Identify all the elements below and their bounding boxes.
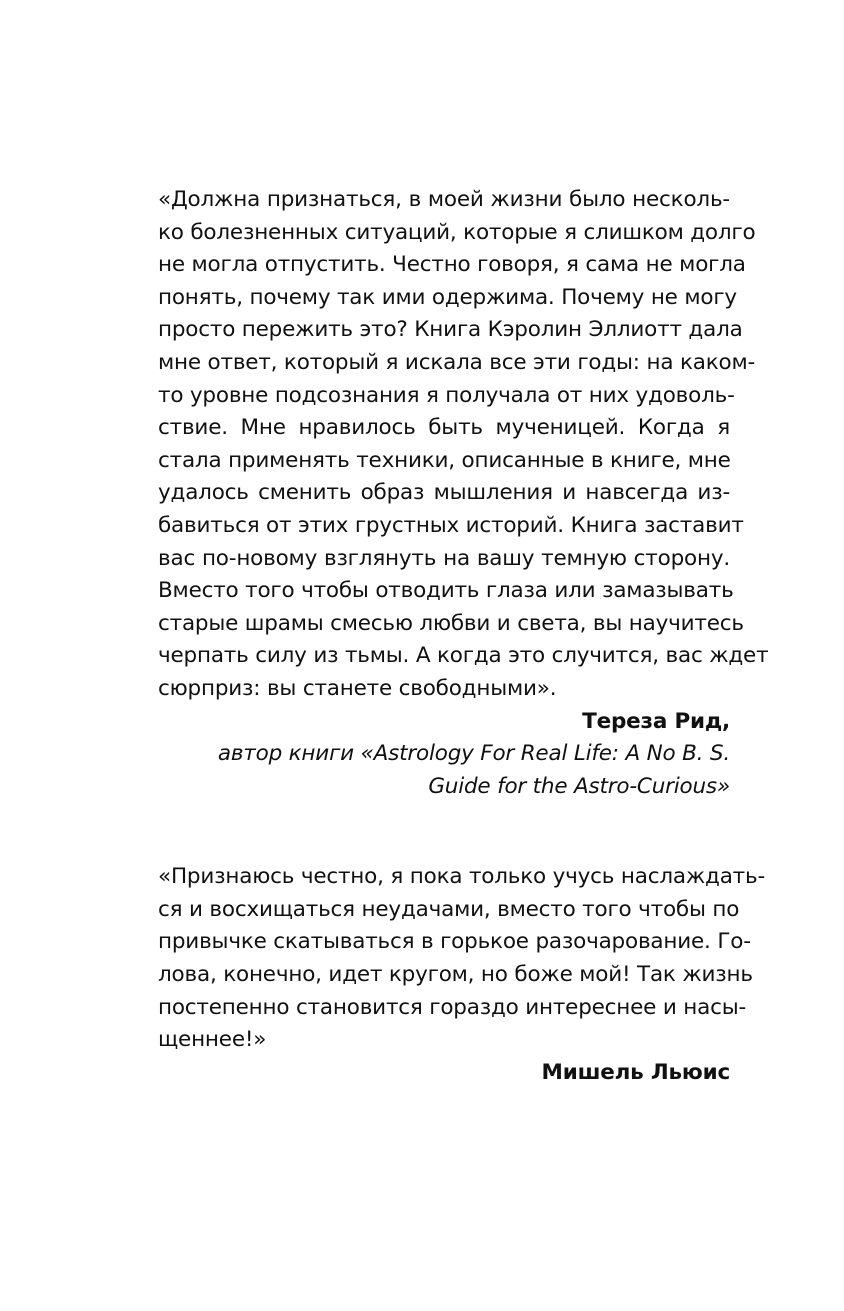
quote-line: Вместо того чтобы отводить глаза или замазывать (158, 578, 734, 604)
quote-line: то уровне подсознания я получала от них удоволь- (158, 382, 735, 408)
testimonial-author-note (158, 738, 730, 803)
quote-line: мне ответ, который я искала все эти годы: на каком- (158, 349, 756, 375)
quote-line: понять, почему так ими одержима. Почему не могу (158, 284, 737, 310)
quote-line: ся и восхищаться неудачами, вместо того чтобы по (158, 896, 740, 922)
quote-line: щеннее!» (158, 1027, 267, 1053)
quote-line: лова, конечно, идет кругом, но боже мой! Так жизнь (158, 962, 753, 988)
section-spacer (158, 803, 730, 861)
quote-line: ко болезненных ситуаций, которые я слишком долго (158, 219, 756, 245)
testimonial-lewis (158, 861, 766, 1089)
quote-line: просто пережить это? Книга Кэролин Эллиотт дала (158, 317, 743, 343)
author-note-line: Guide for the Astro-Curious» (428, 773, 730, 799)
quote-line: старые шрамы смесью любви и света, вы научитесь (158, 610, 744, 636)
testimonial-author: Мишель Льюис (541, 1059, 730, 1085)
quote-line: постепенно становится гораздо интереснее и насы- (158, 994, 747, 1020)
testimonial-author: Тереза Рид, (582, 708, 730, 734)
quote-line: стала применять техники, описанные в книге, мне (158, 447, 731, 473)
quote-line: вас по-новому взглянуть на вашу темную сторону. (158, 545, 730, 571)
quote-line: ствие. Мне нравилось быть мученицей. Когда я (158, 415, 730, 441)
quote-line: не могла отпустить. Честно говоря, я сама не могла (158, 252, 746, 278)
quote-line: «Признаюсь честно, я пока только учусь наслаждать- (158, 864, 766, 890)
quote-line: сюрприз: вы станете свободными». (158, 675, 557, 701)
testimonial-reid (158, 184, 769, 803)
testimonial-quote (158, 861, 766, 1057)
quote-line: «Должна признаться, в моей жизни было несколь- (158, 187, 730, 212)
testimonial-quote (158, 184, 769, 706)
testimonials-page (158, 184, 769, 1089)
quote-line: черпать силу из тьмы. А когда это случится, вас ждет (158, 643, 769, 669)
quote-line: бавиться от этих грустных историй. Книга заставит (158, 512, 744, 538)
quote-line: удалось сменить образ мышления и навсегда из- (158, 480, 730, 506)
author-note-line: автор книги «Astrology For Real Life: A No B. S. (217, 741, 730, 767)
quote-line: привычке скатываться в горькое разочарование. Го- (158, 929, 751, 955)
